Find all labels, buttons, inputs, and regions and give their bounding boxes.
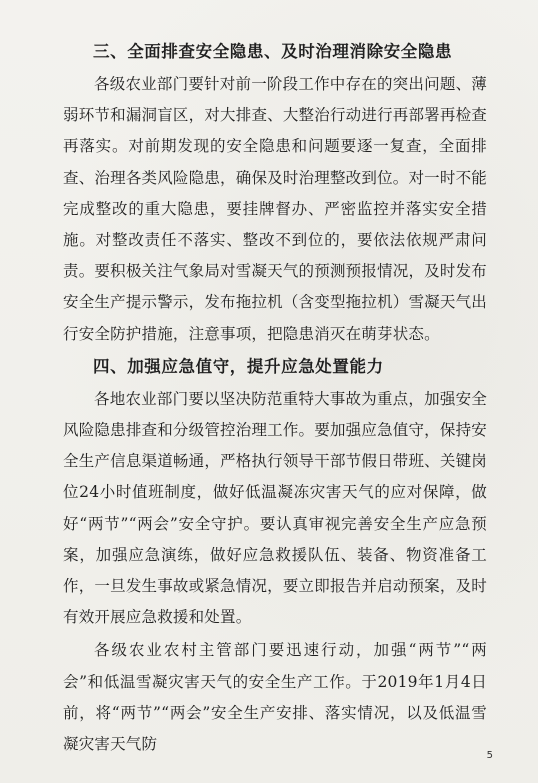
document-body xyxy=(63,36,487,760)
section-heading-3: 三、全面排查安全隐患、及时治理消除安全隐患 xyxy=(93,42,453,61)
section-heading-4: 四、加强应急值守，提升应急处置能力 xyxy=(93,356,384,376)
section-3-paragraph-1: 各级农业部门要针对前一阶段工作中存在的突出问题、薄弱环节和漏洞盲区，对大排查、大整治行动进行再部署再检查再落实。对前期发现的安全隐患和问题要逐一复查，全面排查、治理各类风险隐患，确保及时治理整改到位。对一时不能完成整改的重大隐患，要挂牌督办、严密监控并落实安全措施。对整改责任不落实、整改不到位的，要依法依规严肃问责。要积极关注气象局对雪凝天气的预测预报情况，及时发布安全生产提示警示，发布拖拉机（含变型拖拉机）雪凝天气出行安全防护措施，注意事项，把隐患消灭在萌芽状态。 xyxy=(63,75,487,343)
section-4-paragraph-2: 各级农业农村主管部门要迅速行动，加强“两节”“两会”和低温雪凝灾害天气的安全生产工作。于2019年1月4日前，将“两节”“两会”安全生产安排、落实情况，以及低温雪凝灾害天气防 xyxy=(63,641,487,754)
page-number: 5 xyxy=(486,750,493,761)
section-4-paragraph-1: 各地农业部门要以坚决防范重特大事故为重点，加强安全风险隐患排查和分级管控治理工作。要加强应急值守，保持安全生产信息渠道畅通，严格执行领导干部节假日带班、关键岗位24小时值班制度，做好低温凝冻灾害天气的应对保障，做好“两节”“两会”安全守护。要认真审视完善安全生产应急预案，加强应急演练，做好应急救援队伍、装备、物资准备工作，一旦发生事故或紧急情况，要立即报告并启动预案，及时有效开展应急救援和处置。 xyxy=(63,389,487,627)
